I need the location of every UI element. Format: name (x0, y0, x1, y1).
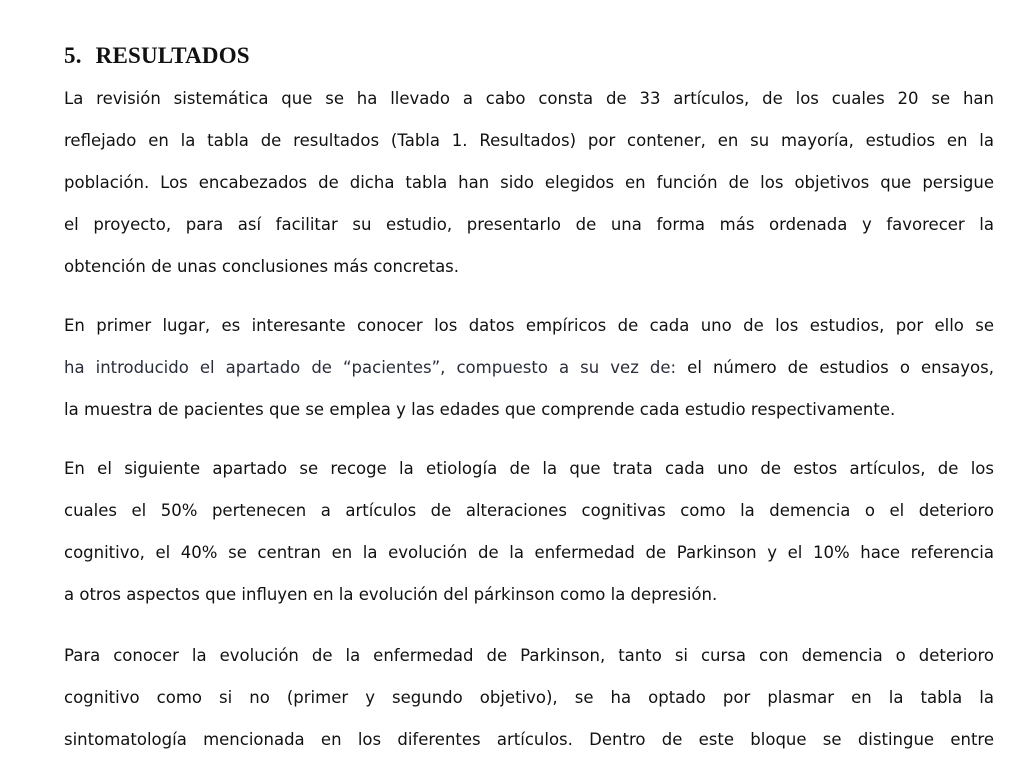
paragraph-4 (64, 641, 994, 767)
section-heading (64, 40, 250, 72)
text-line: En primer lugar, es interesante conocer los datos empíricos de cada uno de los estudios, por ello se (64, 316, 994, 335)
section-number: 5. (64, 43, 82, 68)
text-line: el proyecto, para así facilitar su estudio, presentarlo de una forma más ordenada y favorecer la (64, 215, 994, 234)
text-line: obtención de unas conclusiones más concretas. (64, 257, 460, 276)
text-line: población. Los encabezados de dicha tabla han sido elegidos en función de los objetivos que persigue (64, 173, 994, 192)
text-line: Para conocer la evolución de la enfermedad de Parkinson, tanto si cursa con demencia o deterioro (64, 646, 994, 665)
text-line-mixed (64, 353, 994, 395)
text-line: la muestra de pacientes que se emplea y las edades que comprende cada estudio respectivamente. (64, 400, 896, 419)
section-title: RESULTADOS (95, 43, 250, 68)
text-line: La revisión sistemática que se ha llevado a cabo consta de 33 artículos, de los cuales 20 se han (64, 89, 994, 108)
text-segment: ha introducido el apartado de “pacientes”, compuesto a su vez de: (64, 358, 677, 377)
text-segment: el número de estudios o ensayos, (676, 358, 994, 377)
text-line: a otros aspectos que influyen en la evolución del párkinson como la depresión. (64, 585, 718, 604)
text-line: cognitivo como si no (primer y segundo objetivo), se ha optado por plasmar en la tabla la (64, 688, 994, 707)
paragraph-2 (64, 311, 994, 437)
text-line: En el siguiente apartado se recoge la etiología de la que trata cada uno de estos artículos, de los (64, 459, 994, 478)
paragraph-1 (64, 84, 994, 294)
text-line: reflejado en la tabla de resultados (Tabla 1. Resultados) por contener, en su mayoría, estudios en la (64, 131, 994, 150)
text-line: sintomatología mencionada en los diferentes artículos. Dentro de este bloque se distingue entre (64, 730, 994, 749)
text-line: cognitivo, el 40% se centran en la evolución de la enfermedad de Parkinson y el 10% hace referencia (64, 543, 994, 562)
paragraph-3 (64, 454, 994, 622)
text-line: cuales el 50% pertenecen a artículos de alteraciones cognitivas como la demencia o el deterioro (64, 501, 994, 520)
